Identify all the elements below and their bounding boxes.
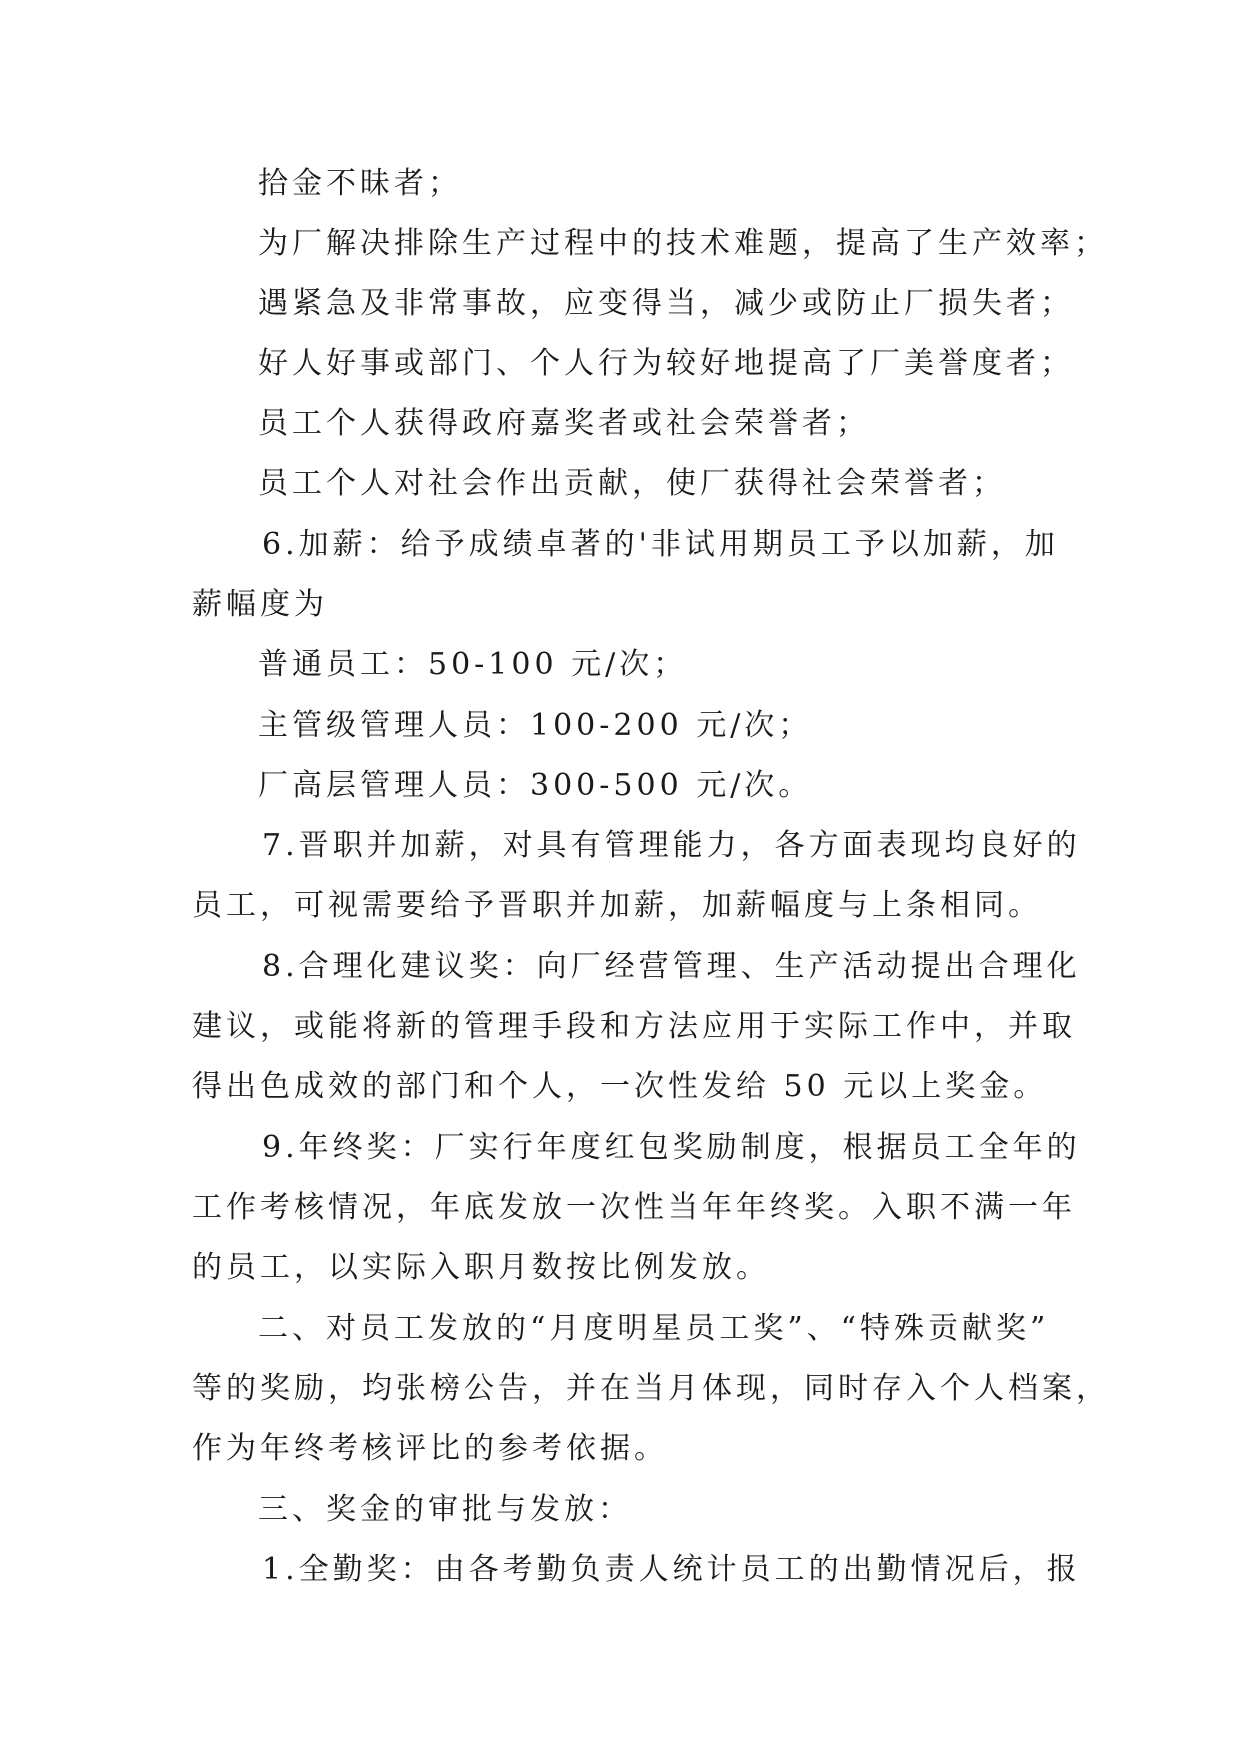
text-line: 员工个人获得政府嘉奖者或社会荣誉者； bbox=[258, 406, 870, 441]
text-line: 作为年终考核评比的参考依据。 bbox=[192, 1431, 668, 1466]
text-line: 6.加薪：给予成绩卓著的'非试用期员工予以加薪，加 bbox=[262, 527, 1059, 562]
text-line: 二、对员工发放的“月度明星员工奖”、“特殊贡献奖” bbox=[258, 1311, 1050, 1346]
text-line: 的员工，以实际入职月数按比例发放。 bbox=[192, 1250, 770, 1285]
text-line: 为厂解决排除生产过程中的技术难题，提高了生产效率； bbox=[258, 226, 1108, 261]
text-line: 普通员工：50-100 元/次； bbox=[258, 647, 688, 682]
text-line: 9.年终奖：厂实行年度红包奖励制度，根据员工全年的 bbox=[262, 1130, 1081, 1165]
text-line: 三、奖金的审批与发放： bbox=[258, 1492, 632, 1527]
text-line: 7.晋职并加薪，对具有管理能力，各方面表现均良好的 bbox=[262, 828, 1081, 863]
text-line: 工作考核情况，年底发放一次性当年年终奖。入职不满一年 bbox=[192, 1190, 1076, 1225]
text-line: 主管级管理人员：100-200 元/次； bbox=[258, 708, 813, 743]
text-line: 员工，可视需要给予晋职并加薪，加薪幅度与上条相同。 bbox=[192, 888, 1042, 923]
text-line: 员工个人对社会作出贡献，使厂获得社会荣誉者； bbox=[258, 466, 1006, 501]
text-line: 等的奖励，均张榜公告，并在当月体现，同时存入个人档案， bbox=[192, 1371, 1110, 1406]
text-line: 8.合理化建议奖：向厂经营管理、生产活动提出合理化 bbox=[262, 949, 1081, 984]
text-line: 厂高层管理人员：300-500 元/次。 bbox=[258, 768, 813, 803]
text-line: 得出色成效的部门和个人，一次性发给 50 元以上奖金。 bbox=[192, 1069, 1048, 1104]
text-line: 建议，或能将新的管理手段和方法应用于实际工作中，并取 bbox=[192, 1009, 1076, 1044]
text-line: 拾金不昧者； bbox=[258, 166, 462, 201]
text-line: 薪幅度为 bbox=[192, 587, 328, 622]
text-line: 好人好事或部门、个人行为较好地提高了厂美誉度者； bbox=[258, 346, 1074, 381]
text-line: 1.全勤奖：由各考勤负责人统计员工的出勤情况后，报 bbox=[262, 1552, 1081, 1587]
text-line: 遇紧急及非常事故，应变得当，减少或防止厂损失者； bbox=[258, 286, 1074, 321]
